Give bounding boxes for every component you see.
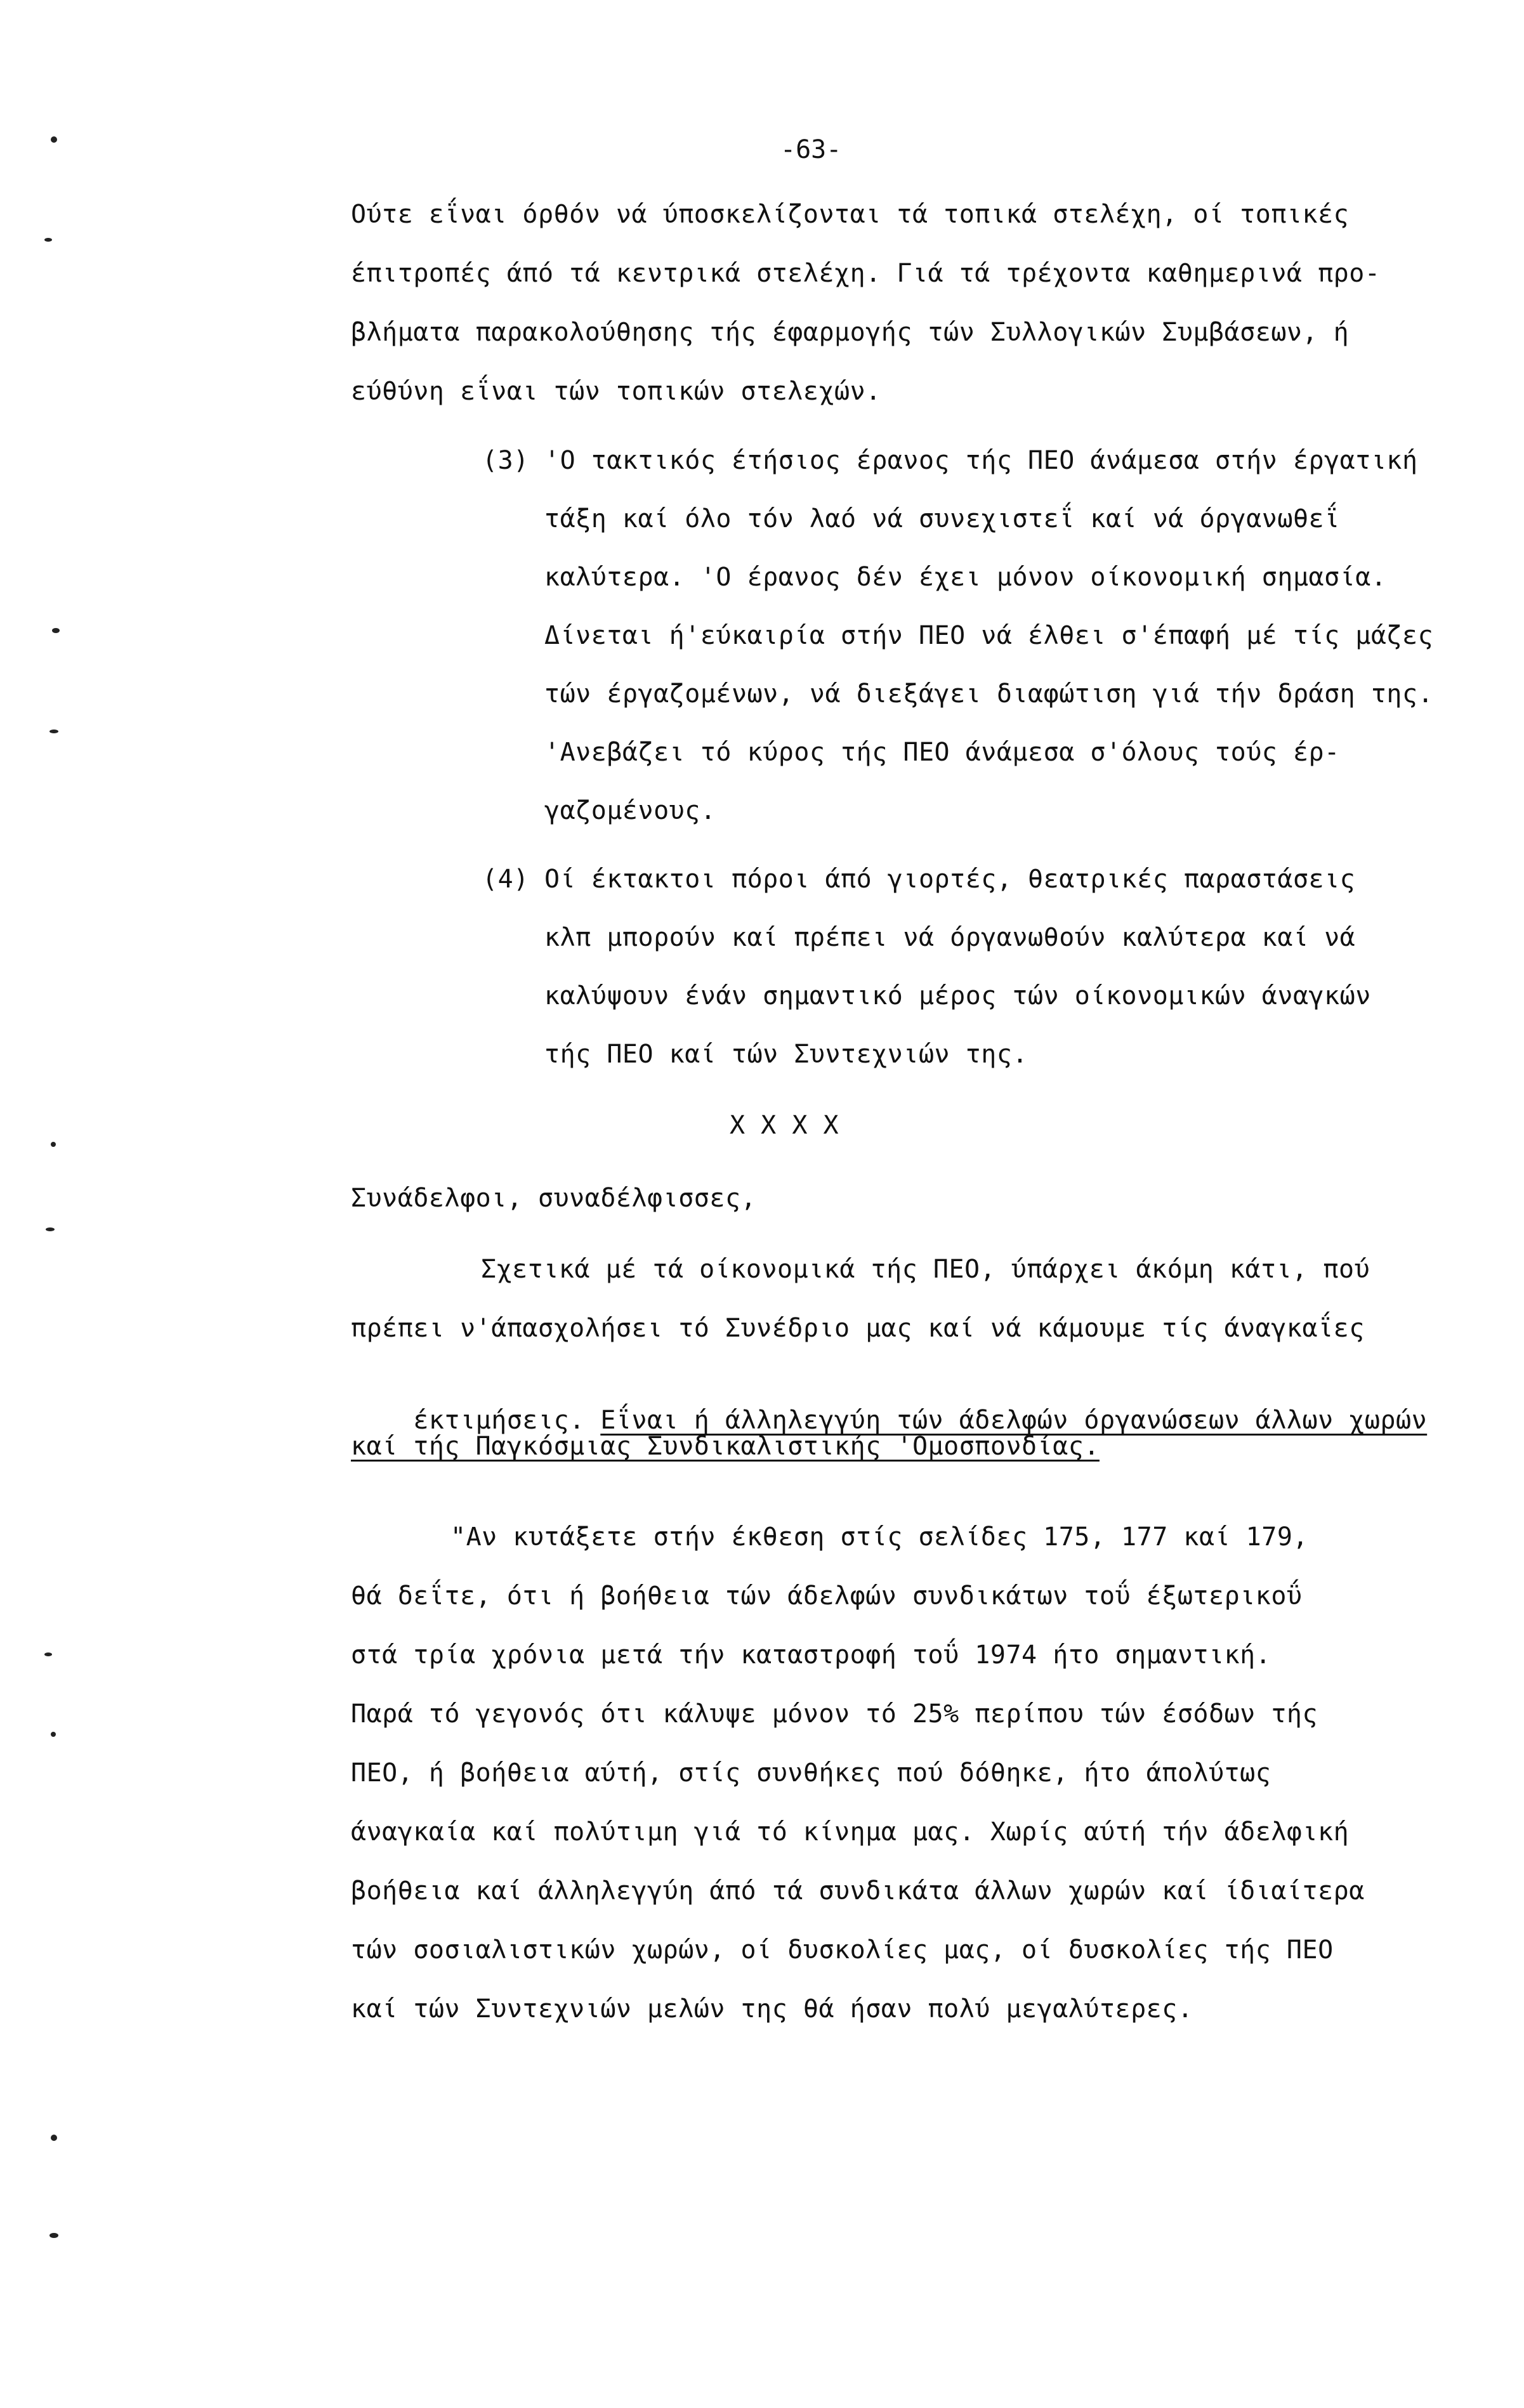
page-number: -63- xyxy=(780,135,842,164)
paragraph-line: βοήθεια καί άλληλεγγύη άπό τά συνδικάτα άλλων χωρών καί ίδιαίτερα xyxy=(351,1876,1365,1906)
underlined-emphasis: Εΐναι ή άλληλεγγύη τών άδελφών όργανώσεων άλλων χωρών xyxy=(600,1406,1428,1435)
paragraph-line: εύθύνη εΐναι τών τοπικών στελεχών. xyxy=(351,377,881,406)
item-line: τών έργαζομένων, νά διεξάγει διαφώτιση γιά τήν δράση της. xyxy=(544,679,1434,709)
paragraph-line: τών σοσιαλιστικών χωρών, οί δυσκολίες μας, οί δυσκολίες τής ΠΕΟ xyxy=(351,1935,1334,1965)
underlined-emphasis: καί τής Παγκόσμιας Συνδικαλιστικής 'Ομοσπονδίας. xyxy=(351,1432,1100,1461)
paragraph-line: "Αν κυτάξετε στήν έκθεση στίς σελίδες 175, 177 καί 179, xyxy=(450,1522,1309,1552)
scan-speck xyxy=(44,1652,52,1656)
item-line: καλύψουν ένάν σημαντικό μέρος τών οίκονομικών άναγκών xyxy=(544,981,1371,1011)
scan-speck xyxy=(49,730,58,733)
scan-speck xyxy=(52,628,60,633)
item-line: Οί έκτακτοι πόροι άπό γιορτές, θεατρικές παραστάσεις xyxy=(544,865,1356,894)
item-line: τάξη καί όλο τόν λαό νά συνεχιστεΐ καί νά όργανωθεΐ xyxy=(544,504,1340,533)
paragraph-line: πρέπει ν'άπασχολήσει τό Συνέδριο μας καί νά κάμουμε τίς άναγκαΐες xyxy=(351,1314,1365,1343)
paragraph-line: στά τρία χρόνια μετά τήν καταστροφή τοΰ 1974 ήτο σημαντική. xyxy=(351,1640,1271,1670)
paragraph-line: άναγκαία καί πολύτιμη γιά τό κίνημα μας. Χωρίς αύτή τήν άδελφική xyxy=(351,1817,1350,1847)
scan-speck xyxy=(51,2135,57,2141)
item-line: κλπ μπορούν καί πρέπει νά όργανωθούν καλύτερα καί νά xyxy=(544,923,1356,952)
item-line: 'Ανεβάζει τό κύρος τής ΠΕΟ άνάμεσα σ'όλους τούς έρ- xyxy=(544,738,1340,767)
item-line: γαζομένους. xyxy=(544,796,716,825)
paragraph-line: Παρά τό γεγονός ότι κάλυψε μόνον τό 25% περίπου τών έσόδων τής xyxy=(351,1699,1318,1729)
paragraph-line: βλήματα παρακολούθησης τής έφαρμογής τών Συλλογικών Συμβάσεων, ή xyxy=(351,318,1350,347)
item-line: τής ΠΕΟ καί τών Συντεχνιών της. xyxy=(544,1040,1028,1069)
paragraph-line: Σχετικά μέ τά οίκονομικά τής ΠΕΟ, ύπάρχει άκόμη κάτι, πού xyxy=(481,1255,1370,1284)
scan-speck xyxy=(51,1142,56,1147)
item-line: Δίνεται ή'εύκαιρία στήν ΠΕΟ νά έλθει σ'έπαφή μέ τίς μάζες xyxy=(544,621,1434,650)
section-separator: X X X X xyxy=(730,1111,839,1140)
scan-speck xyxy=(49,2233,58,2238)
paragraph-line: ΠΕΟ, ή βοήθεια αύτή, στίς συνθήκες πού δόθηκε, ήτο άπολύτως xyxy=(351,1758,1271,1788)
paragraph-line: θά δεΐτε, ότι ή βοήθεια τών άδελφών συνδικάτων τοΰ έξωτερικοΰ xyxy=(351,1581,1303,1611)
scan-speck xyxy=(44,238,52,242)
item-line: 'Ο τακτικός έτήσιος έρανος τής ΠΕΟ άνάμεσα στήν έργατική xyxy=(544,446,1418,475)
paragraph-text: έκτιμήσεις. xyxy=(413,1406,601,1435)
scan-speck xyxy=(51,1732,56,1737)
item-line: καλύτερα. 'Ο έρανος δέν έχει μόνον οίκονομική σημασία. xyxy=(544,563,1387,592)
paragraph-line: έπιτροπές άπό τά κεντρικά στελέχη. Γιά τά τρέχοντα καθημερινά προ- xyxy=(351,259,1381,288)
paragraph-line: Ούτε εΐναι όρθόν νά ύποσκελίζονται τά τοπικά στελέχη, οί τοπικές xyxy=(351,200,1350,229)
item-number: (3) xyxy=(482,446,529,475)
greeting: Συνάδελφοι, συναδέλφισσες, xyxy=(351,1184,757,1213)
paragraph-line: καί τών Συντεχνιών μελών της θά ήσαν πολύ μεγαλύτερες. xyxy=(351,1994,1193,2024)
scan-speck xyxy=(46,1227,55,1231)
scan-speck xyxy=(51,136,57,143)
item-number: (4) xyxy=(482,865,529,894)
